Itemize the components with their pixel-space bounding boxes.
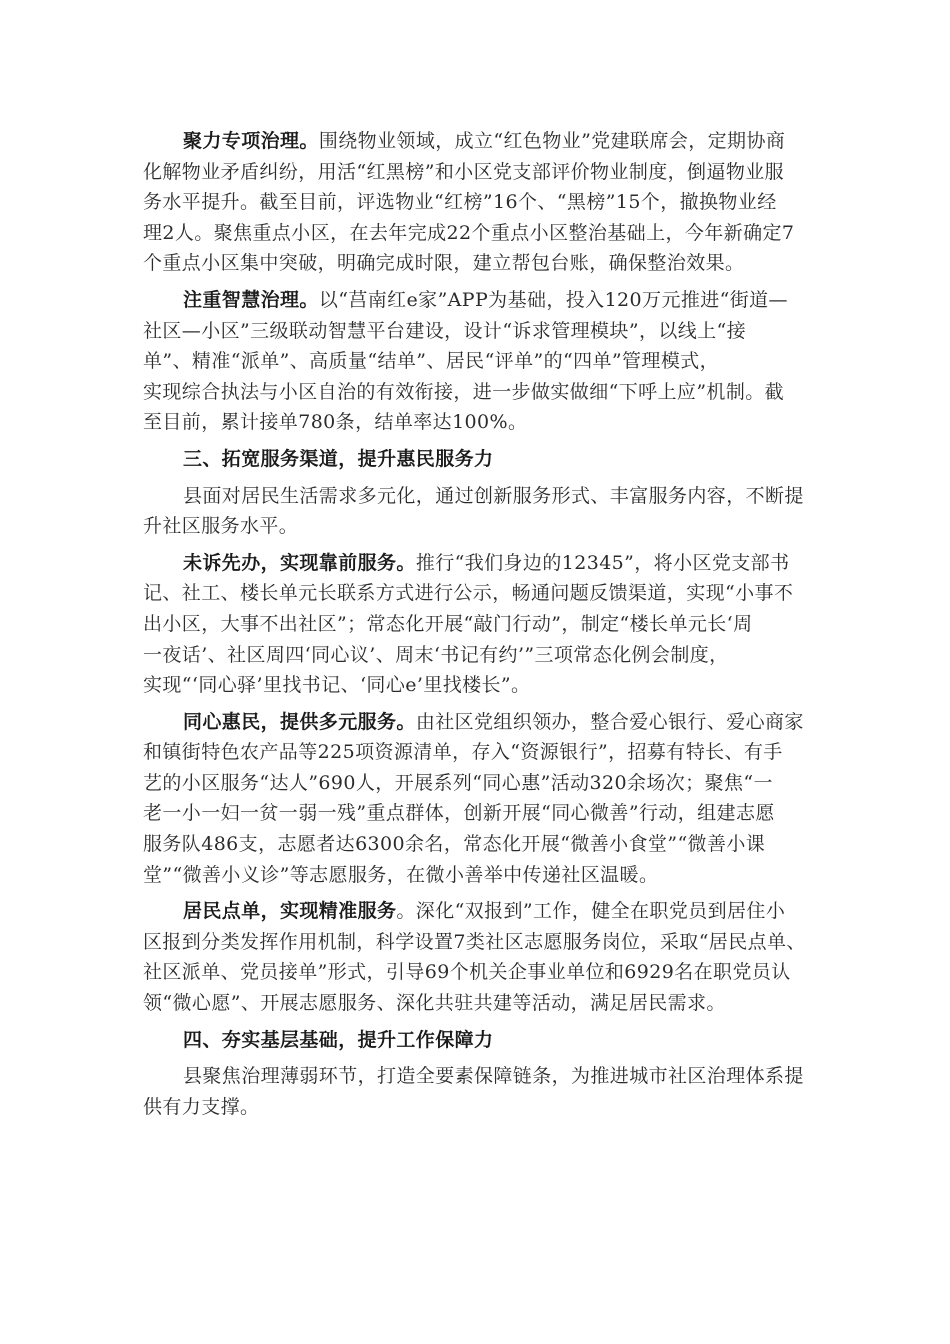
section-heading-3: 三、拓宽服务渠道，提升惠民服务力 xyxy=(183,447,494,470)
paragraph-lead: 同心惠民，提供多元服务。 xyxy=(183,710,416,733)
paragraph-diverse-service: 同心惠民，提供多元服务。由社区党组织领办，整合爱心银行、爱心商家 和镇街特色农产品等225项资源清单，存入“资源银行”，招募有特长、有手 艺的小区服务“达人”690人，开展系列“同心惠”活动320余场次；聚焦“一 老一小一妇一贫一弱一残”重点群体，创新开展“同心微善”行动，组建志愿 服务队486支，志愿者达6300余名，常态化开展“微善小食堂”“微善小课 堂”“微善小义诊”等志愿服务，在微小善举中传递社区温暖。 xyxy=(143,710,804,886)
paragraph-special-governance: 聚力专项治理。围绕物业领域，成立“红色物业”党建联席会，定期协商 化解物业矛盾纠纷，用活“红黑榜”和小区党支部评价物业制度，倒逼物业服 务水平提升。截至目前，评选物业“红榜”16个、“黑榜”15个，撤换物业经 理2人。聚焦重点小区，在去年完成22个重点小区整治基础上，今年新确定7 个重点小区集中突破，明确完成时限，建立帮包台账，确保整治效果。 xyxy=(143,130,795,275)
paragraph-section4-intro: 县聚焦治理薄弱环节，打造全要素保障链条，为推进城市社区治理体系提 供有力支撑。 xyxy=(143,1065,804,1118)
paragraph-lead: 居民点单，实现精准服务 xyxy=(183,900,397,923)
document-page xyxy=(143,126,807,1128)
section-heading-4: 四、夯实基层基础，提升工作保障力 xyxy=(183,1028,494,1051)
paragraph-section3-intro: 县面对居民生活需求多元化，通过创新服务形式、丰富服务内容，不断提 升社区服务水平。 xyxy=(143,484,804,538)
paragraph-proactive-service: 未诉先办，实现靠前服务。推行“我们身边的12345”，将小区党支部书 记、社工、楼长单元长联系方式进行公示，畅通问题反馈渠道，实现“小事不 出小区，大事不出社区”；常态化开展“敲门行动”，制定“楼长单元长‘周 一夜话’、社区周四‘同心议’、周末‘书记有约’”三项常态化例会制度， 实现“‘同心驿’里找书记、‘同心e’里找楼长”。 xyxy=(143,551,794,697)
paragraph-precise-service: 居民点单，实现精准服务。深化“双报到”工作，健全在职党员到居住小 区报到分类发挥作用机制，科学设置7类社区志愿服务岗位，采取“居民点单、 社区派单、党员接单”形式，引导69个机关企事业单位和6929名在职党员认 领“微心愿”、开展志愿服务、深化共驻共建等活动，满足居民需求。 xyxy=(143,900,806,1015)
paragraph-lead: 注重智慧治理。 xyxy=(183,288,319,311)
paragraph-lead: 聚力专项治理。 xyxy=(183,130,319,152)
paragraph-smart-governance: 注重智慧治理。以“莒南红e家”APP为基础，投入120万元推进“街道— 社区—小区”三级联动智慧平台建设，设计“诉求管理模块”，以线上“接 单”、精准“派单”、高质量“结单”、居民“评单”的“四单”管理模式， 实现综合执法与小区自治的有效衔接，进一步做实做细“下呼上应”机制。截 至目前，累计接单780条，结单率达100%。 xyxy=(143,288,788,434)
paragraph-lead: 未诉先办，实现靠前服务。 xyxy=(183,551,416,574)
